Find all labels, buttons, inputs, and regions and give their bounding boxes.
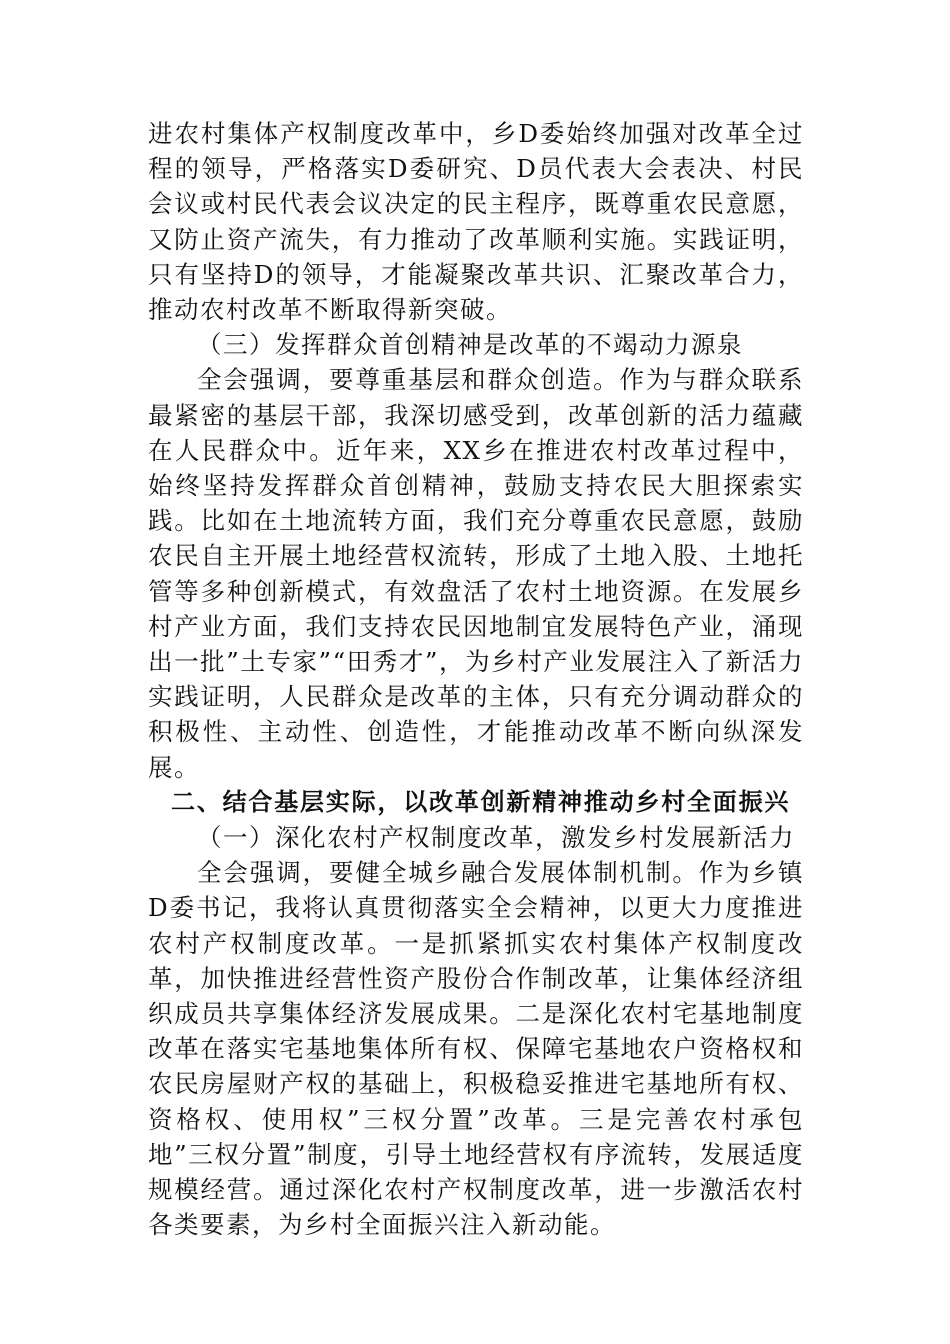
section-heading-rural-revitalization: 二、结合基层实际，以改革创新精神推动乡村全面振兴 (171, 787, 791, 816)
paragraph-mass-creativity: 全会强调，要尊重基层和群众创造。作为与群众联系最紧密的基层干部，我深切感受到，改革创新的活力蕴藏在人民群众中。近年来，XX乡在推进农村改革过程中，始终坚持发挥群众首创精神，鼓励支持农民大胆探索实践。比如在土地流转方面，我们充分尊重农民意愿，鼓励农民自主开展土地经营权流转，形成了土地入股、土地托管等多种创新模式，有效盘活了农村土地资源。在发展乡村产业方面，我们支持农民因地制宜发展特色产业，涌现出一批”土专家”“田秀才”，为乡村产业发展注入了新活力实践证明，人民群众是改革的主体，只有充分调动群众的积极性、主动性、创造性，才能推动改革不断向纵深发展。 (148, 365, 804, 782)
subheading-mass-creativity: （三）发挥群众首创精神是改革的不竭动力源泉 (197, 330, 743, 360)
paragraph-party-leadership: 进农村集体产权制度改革中，乡D委始终加强对改革全过程的领导，严格落实D委研究、D员代表大会表决、村民会议或村民代表会议决定的民主程序，既尊重农民意愿，又防止资产流失，有力推动了改革顺利实施。实践证明，只有坚持D的领导，才能凝聚改革共识、汇聚改革合力，推动农村改革不断取得新突破。 (148, 119, 804, 325)
paragraph-property-rights-reform: 全会强调，要健全城乡融合发展体制机制。作为乡镇D委书记，我将认真贯彻落实全会精神，以更大力度推进农村产权制度改革。一是抓紧抓实农村集体产权制度改革，加快推进经营性资产股份合作制改革，让集体经济组织成员共享集体经济发展成果。二是深化农村宅基地制度改革在落实宅基地集体所有权、保障宅基地农户资格权和农民房屋财产权的基础上，积极稳妥推进宅基地所有权、资格权、使用权”三权分置”改革。三是完善农村承包地”三权分置”制度，引导土地经营权有序流转，发展适度规模经营。通过深化农村产权制度改革，进一步激活农村各类要素，为乡村全面振兴注入新动能。 (148, 858, 804, 1240)
document-page (148, 116, 804, 1243)
subheading-property-rights-reform: （一）深化农村产权制度改革，激发乡村发展新活力 (197, 823, 795, 853)
